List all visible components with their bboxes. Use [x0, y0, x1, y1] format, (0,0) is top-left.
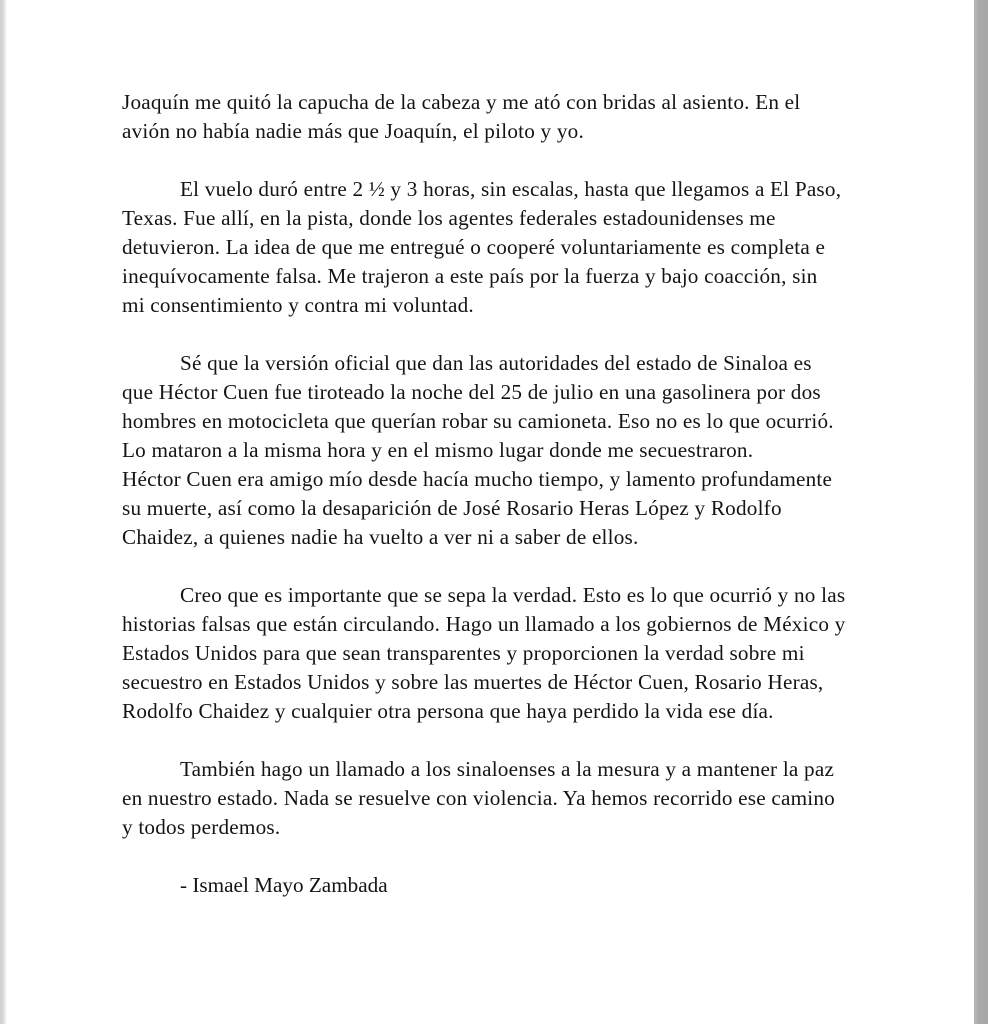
text-line: Rodolfo Chaidez y cualquier otra persona que haya perdido la vida ese día.: [122, 699, 774, 723]
text-line: avión no había nadie más que Joaquín, el piloto y yo.: [122, 119, 584, 143]
text-line: que Héctor Cuen fue tiroteado la noche del 25 de julio en una gasolinera por dos: [122, 380, 821, 404]
text-line: mi consentimiento y contra mi voluntad.: [122, 293, 474, 317]
text-line: historias falsas que están circulando. Hago un llamado a los gobiernos de México y: [122, 612, 846, 636]
signature-block: [122, 871, 882, 900]
text-line: También hago un llamado a los sinaloenses a la mesura y a mantener la paz: [180, 757, 835, 781]
text-line: Héctor Cuen era amigo mío desde hacía mucho tiempo, y lamento profundamente: [122, 467, 833, 491]
text-line: Lo mataron a la misma hora y en el mismo lugar donde me secuestraron.: [122, 438, 754, 462]
paragraph-5: [122, 755, 882, 842]
text-line: inequívocamente falsa. Me trajeron a este país por la fuerza y bajo coacción, sin: [122, 264, 818, 288]
page-edge-left-shadow: [0, 0, 7, 1024]
text-line: Joaquín me quitó la capucha de la cabeza y me ató con bridas al asiento. En el: [122, 90, 801, 114]
text-line: Estados Unidos para que sean transparentes y proporcionen la verdad sobre mi: [122, 641, 805, 665]
text-line: detuvieron. La idea de que me entregué o cooperé voluntariamente es completa e: [122, 235, 826, 259]
signature-name: - Ismael Mayo Zambada: [180, 873, 388, 897]
text-line: secuestro en Estados Unidos y sobre las muertes de Héctor Cuen, Rosario Heras,: [122, 670, 824, 694]
paragraph-1: [122, 88, 882, 146]
text-line: Sé que la versión oficial que dan las autoridades del estado de Sinaloa es: [180, 351, 812, 375]
text-line: Creo que es importante que se sepa la verdad. Esto es lo que ocurrió y no las: [180, 583, 846, 607]
text-line: Chaidez, a quienes nadie ha vuelto a ver ni a saber de ellos.: [122, 525, 639, 549]
text-line: y todos perdemos.: [122, 815, 281, 839]
paragraph-4: [122, 581, 882, 726]
text-line: Texas. Fue allí, en la pista, donde los agentes federales estadounidenses me: [122, 206, 776, 230]
text-line: El vuelo duró entre 2 ½ y 3 horas, sin escalas, hasta que llegamos a El Paso,: [180, 177, 842, 201]
paragraph-2: [122, 175, 882, 320]
letter-body: [122, 88, 882, 900]
text-line: su muerte, así como la desaparición de José Rosario Heras López y Rodolfo: [122, 496, 782, 520]
text-line: en nuestro estado. Nada se resuelve con violencia. Ya hemos recorrido ese camino: [122, 786, 835, 810]
paragraph-3: [122, 349, 882, 552]
page-edge-right-shadow: [974, 0, 988, 1024]
text-line: hombres en motocicleta que querían robar su camioneta. Eso no es lo que ocurrió.: [122, 409, 834, 433]
